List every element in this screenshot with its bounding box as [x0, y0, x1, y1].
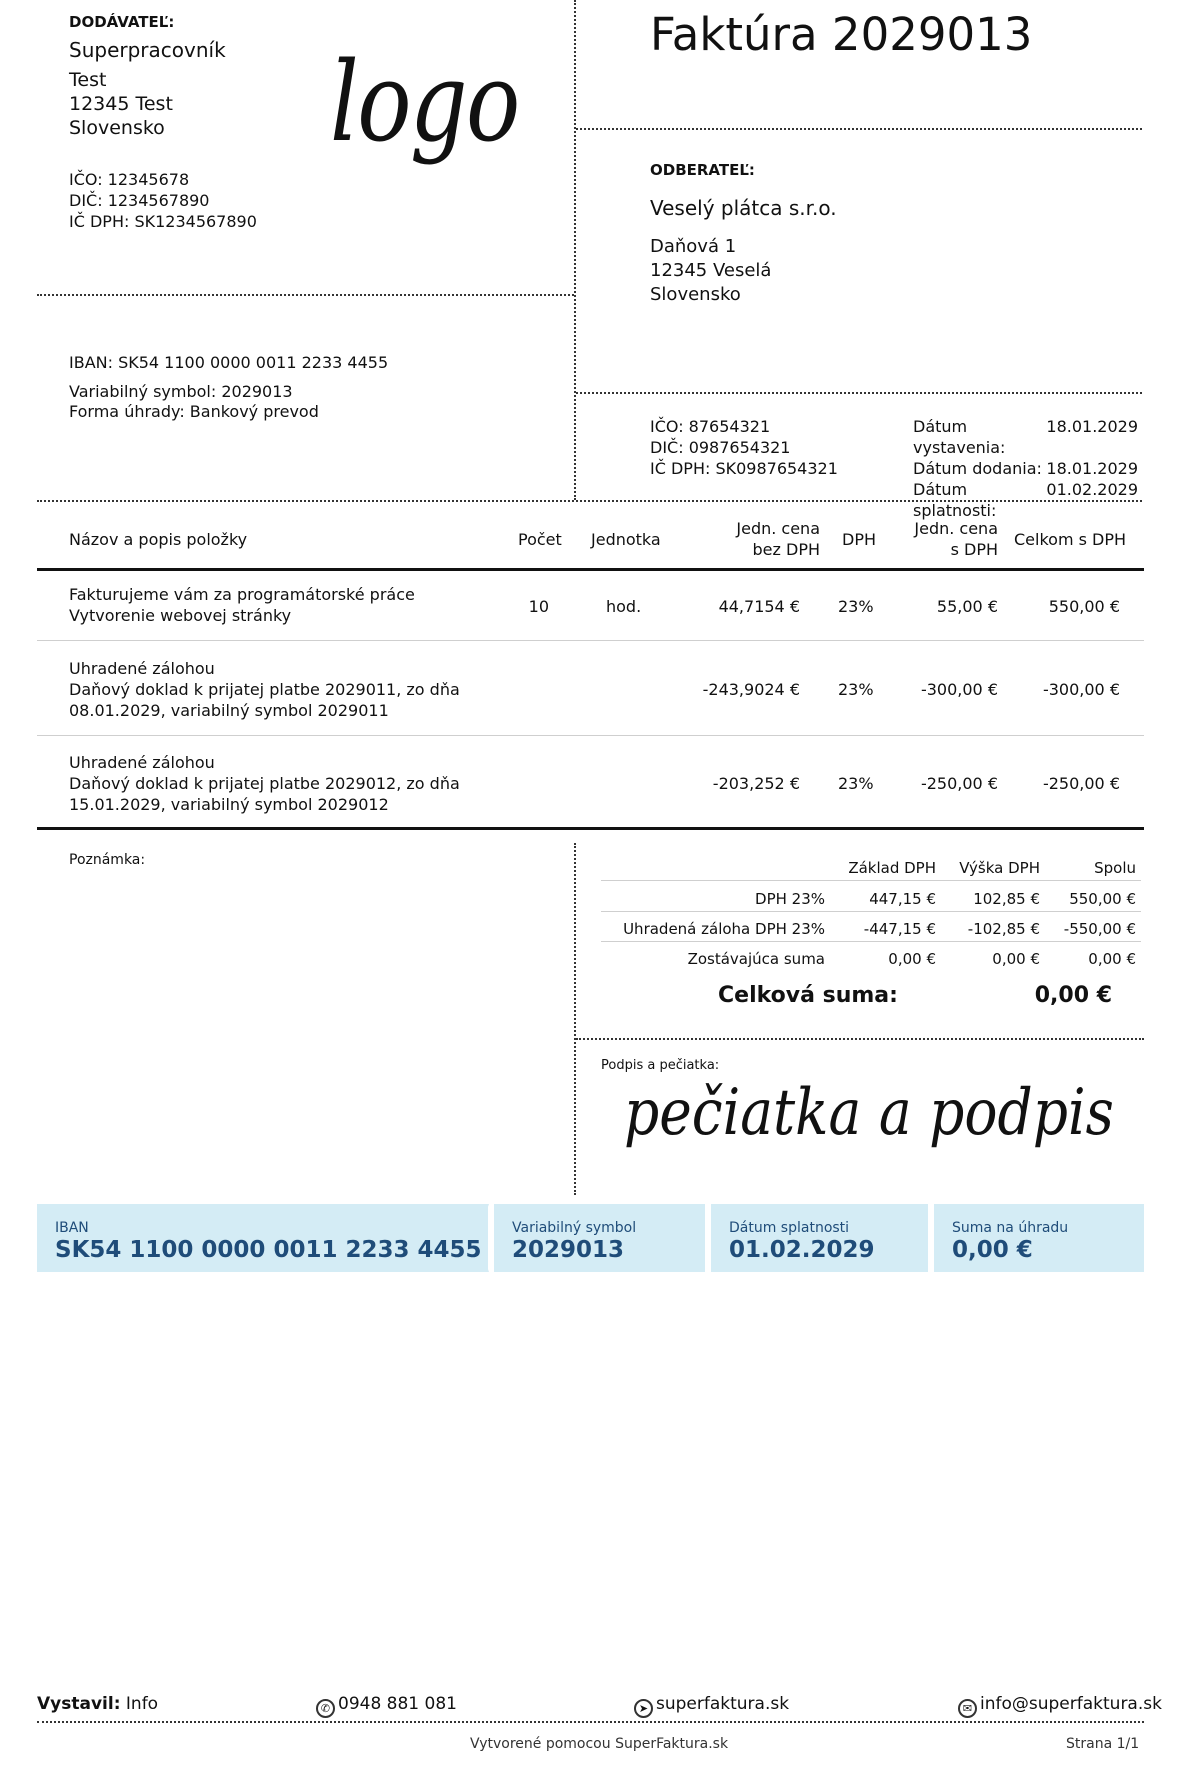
- customer-address: [650, 235, 771, 307]
- footer-web[interactable]: [634, 1693, 789, 1718]
- vat-row-base: 447,15 €: [869, 890, 936, 908]
- bottom-vertical-divider: [574, 843, 576, 1195]
- vat-row-total: 550,00 €: [1069, 890, 1136, 908]
- summary-divider: [576, 1038, 1144, 1040]
- customer-address-line: Daňová 1: [650, 236, 737, 257]
- signature-label: Podpis a pečiatka:: [601, 1058, 720, 1073]
- row-unit: hod.: [606, 597, 642, 616]
- row-description-line: Uhradené zálohou: [69, 659, 215, 678]
- payment-bar-due: [711, 1204, 928, 1272]
- row-vat: 23%: [838, 680, 874, 699]
- customer-ico: IČO: 87654321: [650, 417, 771, 436]
- footer-web-link[interactable]: superfaktura.sk: [656, 1694, 790, 1714]
- customer-divider: [576, 392, 1142, 394]
- invoice-title: Faktúra 2029013: [650, 8, 1033, 61]
- grand-total-value: 0,00 €: [1034, 983, 1112, 1008]
- grand-total-label: Celková suma:: [718, 983, 898, 1008]
- vat-header-base: Základ DPH: [848, 859, 936, 877]
- vat-row-label: Zostávajúca suma: [687, 950, 825, 968]
- vat-row-amount: 0,00 €: [992, 950, 1040, 968]
- supplier-name: Superpracovník: [69, 38, 226, 62]
- row-description: [69, 584, 415, 626]
- row-description-line: 08.01.2029, variabilný symbol 2029011: [69, 701, 389, 720]
- footer-phone: [316, 1693, 457, 1718]
- payment-bar-vs-caption: Variabilný symbol: [512, 1220, 637, 1236]
- vat-row-amount: 102,85 €: [973, 890, 1040, 908]
- th-unit-price-gross-line2: s DPH: [950, 540, 998, 559]
- date-due-row: [913, 479, 1138, 521]
- th-unit-price-gross-line1: Jedn. cena: [914, 519, 998, 538]
- cursor-icon: ➤: [634, 1699, 653, 1718]
- date-issued-label: Dátum vystavenia:: [913, 417, 1006, 457]
- date-delivered-label: Dátum dodania:: [913, 459, 1042, 478]
- th-unit-price-gross: [890, 518, 998, 560]
- payment-bar-due-value: 01.02.2029: [729, 1237, 875, 1263]
- company-logo: logo: [330, 38, 519, 166]
- supplier-divider: [37, 294, 574, 296]
- vat-row-label: Uhradená záloha DPH 23%: [623, 920, 825, 938]
- supplier-dic: DIČ: 1234567890: [69, 191, 210, 210]
- row-unit-price-net: -203,252 €: [712, 774, 800, 793]
- row-description-line: 15.01.2029, variabilný symbol 2029012: [69, 795, 389, 814]
- vat-header-amount: Výška DPH: [959, 859, 1040, 877]
- row-total: -250,00 €: [1042, 774, 1120, 793]
- row-total: -300,00 €: [1042, 680, 1120, 699]
- dates-block: [913, 416, 1138, 521]
- payment-bar-amount-caption: Suma na úhradu: [952, 1220, 1069, 1236]
- note-label: Poznámka:: [69, 852, 146, 868]
- payment-iban: IBAN: SK54 1100 0000 0011 2233 4455: [69, 353, 389, 372]
- supplier-address-line: 12345 Test: [69, 93, 173, 115]
- vat-header-rule: [601, 880, 1141, 881]
- footer-issued-by-label: Vystavil:: [37, 1694, 121, 1714]
- th-qty: Počet: [518, 530, 562, 549]
- footer-email-link[interactable]: info@superfaktura.sk: [980, 1694, 1162, 1714]
- footer-issued-by-value: Info: [125, 1694, 159, 1714]
- phone-icon: ✆: [316, 1699, 335, 1718]
- th-vat: DPH: [842, 530, 876, 549]
- customer-address-line: Slovensko: [650, 284, 741, 305]
- date-due-label: Dátum splatnosti:: [913, 480, 997, 520]
- payment-bar-amount: [934, 1204, 1144, 1272]
- customer-address-line: 12345 Veselá: [650, 260, 772, 281]
- th-unit-price-net-line2: bez DPH: [752, 540, 820, 559]
- payment-bar-vs-value: 2029013: [512, 1237, 625, 1263]
- vat-row-label: DPH 23%: [755, 890, 825, 908]
- payment-bar-iban-value: SK54 1100 0000 0011 2233 4455: [55, 1237, 482, 1263]
- supplier-label: DODÁVATEĽ:: [69, 13, 175, 31]
- footer-phone-value: 0948 881 081: [338, 1694, 457, 1714]
- vat-row-base: -447,15 €: [863, 920, 936, 938]
- row-unit-price-gross: -250,00 €: [920, 774, 998, 793]
- th-unit-price-net-line1: Jedn. cena: [736, 519, 820, 538]
- customer-name: Veselý plátca s.r.o.: [650, 196, 837, 220]
- row-separator: [37, 640, 1144, 641]
- vat-header-total: Spolu: [1094, 859, 1136, 877]
- payment-bar-due-caption: Dátum splatnosti: [729, 1220, 850, 1236]
- row-description-line: Daňový doklad k prijatej platbe 2029012, zo dňa: [69, 774, 460, 793]
- footer-created-with: Vytvorené pomocou SuperFaktura.sk: [470, 1736, 729, 1752]
- th-name: Názov a popis položky: [69, 530, 248, 549]
- row-vat: 23%: [838, 774, 874, 793]
- vat-row-total: 0,00 €: [1088, 950, 1136, 968]
- row-unit-price-gross: -300,00 €: [920, 680, 998, 699]
- vat-row-base: 0,00 €: [888, 950, 936, 968]
- supplier-address-line: Test: [69, 69, 107, 91]
- payment-bar-iban: [37, 1204, 489, 1272]
- th-unit-price-net: [700, 518, 820, 560]
- payment-bar-amount-value: 0,00 €: [952, 1237, 1033, 1263]
- payment-bar-iban-caption: IBAN: [55, 1220, 89, 1236]
- vat-row-amount: -102,85 €: [967, 920, 1040, 938]
- supplier-ico: IČO: 12345678: [69, 170, 190, 189]
- vat-row-total: -550,00 €: [1063, 920, 1136, 938]
- payment-bar-vs: [494, 1204, 705, 1272]
- title-divider: [576, 128, 1142, 130]
- vat-row-rule: [601, 941, 1141, 942]
- customer-icdph: IČ DPH: SK0987654321: [650, 459, 838, 478]
- row-description: [69, 752, 460, 815]
- row-unit-price-gross: 55,00 €: [936, 597, 998, 616]
- row-description-line: Uhradené zálohou: [69, 753, 215, 772]
- supplier-address-line: Slovensko: [69, 117, 165, 139]
- date-delivered-row: [913, 458, 1138, 479]
- envelope-icon: ✉: [958, 1699, 977, 1718]
- customer-label: ODBERATEĽ:: [650, 161, 755, 179]
- row-unit-price-net: -243,9024 €: [702, 680, 800, 699]
- row-vat: 23%: [838, 597, 874, 616]
- footer-email[interactable]: [958, 1693, 1162, 1718]
- payment-variable-symbol: Variabilný symbol: 2029013: [69, 382, 293, 401]
- row-description-line: Daňový doklad k prijatej platbe 2029011, zo dňa: [69, 680, 460, 699]
- date-issued-value: 18.01.2029: [1046, 417, 1138, 436]
- row-description-line: Fakturujeme vám za programátorské práce: [69, 585, 415, 604]
- row-description: [69, 658, 460, 721]
- footer-page-number: Strana 1/1: [1066, 1736, 1140, 1752]
- supplier-address: [69, 68, 173, 140]
- row-total: 550,00 €: [1048, 597, 1120, 616]
- row-description-line: Vytvorenie webovej stránky: [69, 606, 292, 625]
- table-bottom-rule: [37, 827, 1144, 830]
- supplier-ids: [69, 169, 257, 232]
- footer-issued-by: [37, 1693, 158, 1715]
- vat-row-rule: [601, 911, 1141, 912]
- date-due-value: 01.02.2029: [1046, 480, 1138, 499]
- th-unit: Jednotka: [591, 530, 661, 549]
- row-qty: 10: [528, 597, 549, 616]
- customer-dic: DIČ: 0987654321: [650, 438, 791, 457]
- payment-method: Forma úhrady: Bankový prevod: [69, 402, 319, 421]
- row-unit-price-net: 44,7154 €: [718, 597, 800, 616]
- supplier-icdph: IČ DPH: SK1234567890: [69, 212, 257, 231]
- table-header-rule: [37, 568, 1144, 571]
- footer-divider: [37, 1721, 1144, 1723]
- top-vertical-divider: [574, 0, 576, 500]
- customer-ids: [650, 416, 838, 479]
- th-total: Celkom s DPH: [1014, 530, 1127, 549]
- date-delivered-value: 18.01.2029: [1046, 459, 1138, 478]
- signature-image: pečiatka a podpis: [624, 1076, 1114, 1150]
- row-separator: [37, 735, 1144, 736]
- date-issued-row: [913, 416, 1138, 458]
